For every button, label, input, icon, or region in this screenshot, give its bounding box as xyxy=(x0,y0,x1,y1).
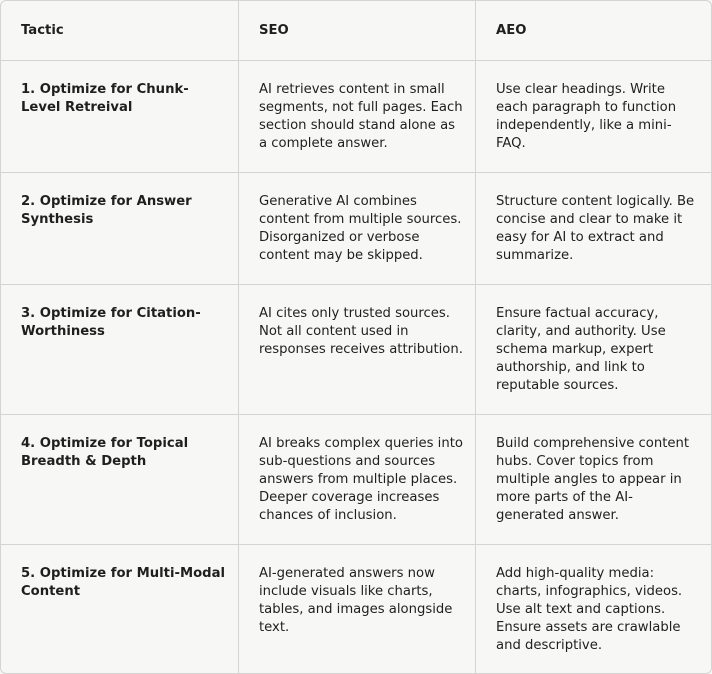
header-tactic: Tactic xyxy=(21,23,64,38)
header-aeo: AEO xyxy=(475,1,711,60)
aeo-cell: Structure content logically. Be concise and clear to make it easy for AI to extract and summarize. xyxy=(475,173,711,284)
seo-cell: AI-generated answers now include visuals like charts, tables, and images alongside text. xyxy=(238,545,475,673)
table-row xyxy=(1,61,711,173)
seo-cell: AI cites only trusted sources. Not all content used in responses receives attribution. xyxy=(238,285,475,414)
seo-cell: AI breaks complex queries into sub-questions and sources answers from multiple places. Deeper coverage increases chances of inclusion. xyxy=(238,415,475,544)
seo-cell: AI retrieves content in small segments, not full pages. Each section should stand alone as a complete answer. xyxy=(238,61,475,172)
aeo-cell: Build comprehensive content hubs. Cover topics from multiple angles to appear in more parts of the AI-generated answer. xyxy=(475,415,711,544)
table-row xyxy=(1,173,711,285)
tactic-cell: 1. Optimize for Chunk-Level Retreival xyxy=(21,82,189,115)
table-row xyxy=(1,285,711,415)
seo-cell: Generative AI combines content from multiple sources. Disorganized or verbose content may be skipped. xyxy=(238,173,475,284)
aeo-cell: Ensure factual accuracy, clarity, and authority. Use schema markup, expert authorship, and link to reputable sources. xyxy=(475,285,711,414)
table-row xyxy=(1,415,711,545)
aeo-cell: Use clear headings. Write each paragraph to function independently, like a mini-FAQ. xyxy=(475,61,711,172)
table-header-row xyxy=(1,1,711,61)
tactic-cell: 2. Optimize for Answer Synthesis xyxy=(21,194,192,227)
aeo-cell: Add high-quality media: charts, infographics, videos. Use alt text and captions. Ensure assets are crawlable and descriptive. xyxy=(475,545,711,673)
tactic-cell: 3. Optimize for Citation-Worthiness xyxy=(21,306,201,339)
table-row xyxy=(1,545,711,673)
tactic-cell: 5. Optimize for Multi-Modal Content xyxy=(21,566,225,599)
header-seo: SEO xyxy=(238,1,475,60)
tactic-cell: 4. Optimize for Topical Breadth & Depth xyxy=(21,436,189,469)
